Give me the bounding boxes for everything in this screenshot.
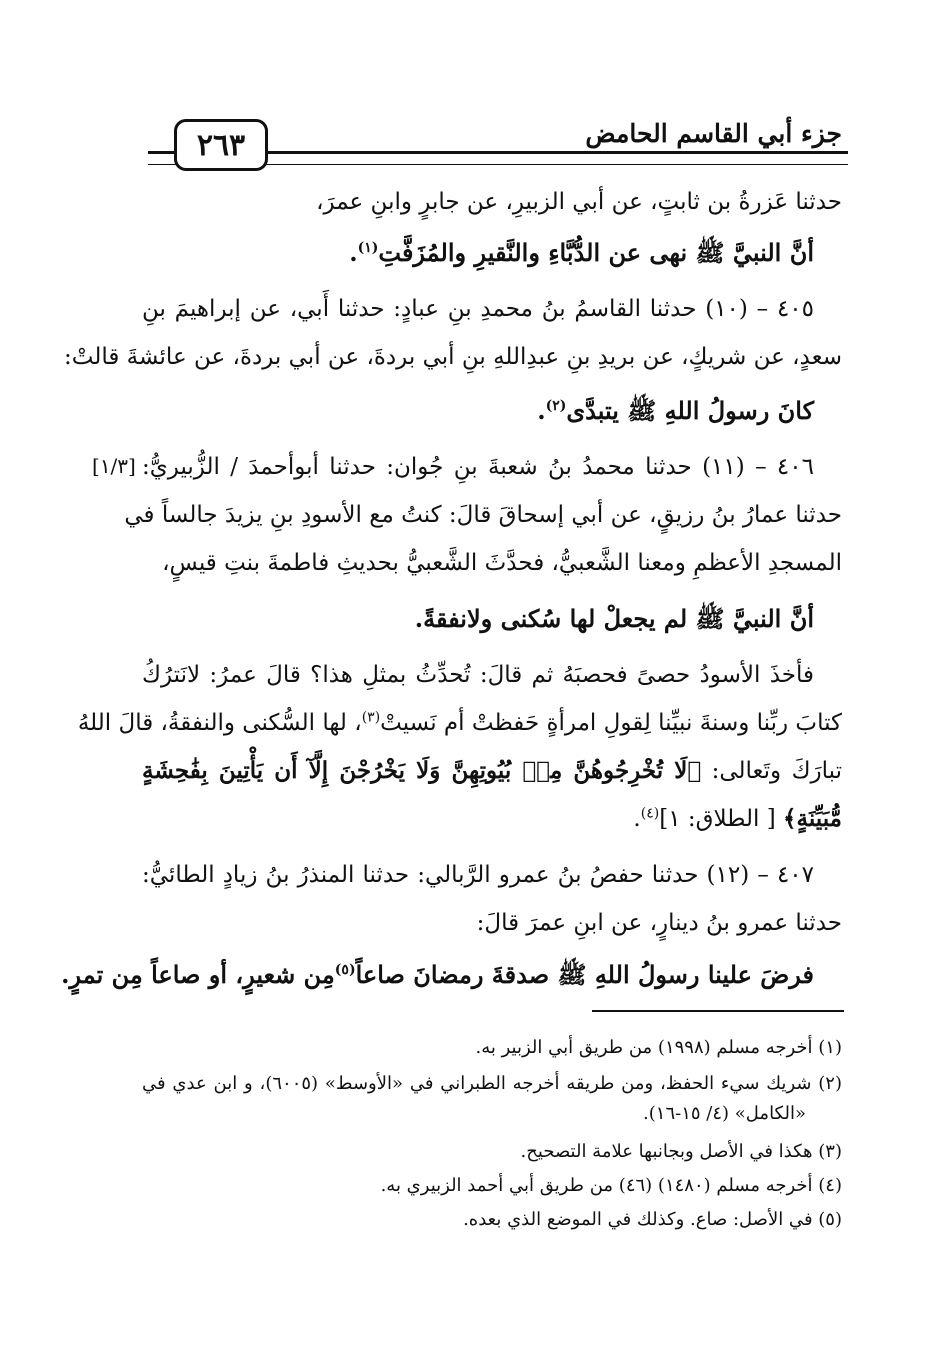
footnote: (٢) شريك سيء الحفظ، ومن طريقه أخرجه الطبراني في «الأوسط» (٦٠٠٥)، و ابن عدي في [142,1073,842,1094]
footnote-marker: (٢) [545,398,567,414]
manuscript-folio-note: [١/٣] [92,454,136,478]
book-title: جزء أبي القاسم الحامض [585,119,842,148]
footnote: (٤) أخرجه مسلم (١٤٨٠) (٤٦) من طريق أبي أحمد الزبيري به. [380,1175,842,1196]
text-line: تبارَكَ وتَعالى: ﴿لَا تُخْرِجُوهُنَّ مِنۢ بُيُوتِهِنَّ وَلَا يَخْرُجْنَ إِلَّآ أَن يَأْتِينَ بِفَٰحِشَةٍ [142,757,843,784]
hadith-text: فرضَ علينا رسولُ اللهِ ﷺ صدقةَ رمضانَ صاعاً$^{(٥)}$مِن شعيرٍ، أو صاعاً مِن تمرٍ. [61,960,814,989]
footnote-continuation: «الكامل» (٤/ ١٥-١٦). [643,1103,806,1124]
text-line: حدثنا عَزرةُ بن ثابتٍ، عن أبي الزبيرِ، عن جابرٍ وابنِ عمرَ، [316,189,842,215]
footnote: (١) أخرجه مسلم (١٩٩٨) من طريق أبي الزبير به. [475,1037,842,1058]
text-line: ٤٠٧ – (١٢) حدثنا حفصُ بنُ عمرو الرَّبالي: حدثنا المنذرُ بنُ زيادٍ الطائيُّ: [142,862,814,888]
text-line: مُّبَيِّنَةٍ﴾ [ الطلاق: ١]$^{(٤)}$. [633,805,842,832]
hadith-text: أنَّ النبيَّ ﷺ لم يجعلْ لها سُكنى ولانفقةً. [414,604,814,633]
text-line: فأخذَ الأسودُ حصىً فحصبَهُ ثم قالَ: تُحدِّثُ بمثلِ هذا؟ قالَ عمرُ: لانَترُكُ [142,662,814,688]
text-line: المسجدِ الأعظمِ ومعنا الشَّعبيُّ، فحدَّثَ الشَّعبيُّ بحديثِ فاطمةَ بنتِ قيسٍ، [162,550,842,576]
page-number-box [174,119,268,171]
text-line: ٤٠٦ – (١١) حدثنا محمدُ بنُ شعبةَ بنِ جُوان: حدثنا أبوأحمدَ / الزُّبيريُّ: [142,454,814,480]
quran-verse: مُّبَيِّنَةٍ﴾ [783,805,842,832]
page-number: ٢٦٣ [196,127,246,163]
hadith-text: كانَ رسولُ اللهِ ﷺ يتبدَّى$^{(٢)}$. [537,396,814,425]
verse-reference: [ الطلاق: ١] [659,806,776,832]
text-line: كتابَ ربِّنا وسنةَ نبيِّنا لِقولِ امرأةٍ حَفظتْ أم نَسيتْ$^{(٣)}$، لها السُّكنى والنفقةُ، قالَ اللهُ [77,709,842,736]
footnote: (٥) في الأصل: صاع. وكذلك في الموضع الذي بعده. [463,1209,842,1230]
footnote-marker: (٤) [640,805,660,822]
footnote-marker: (١) [357,240,379,256]
text-line: ٤٠٥ – (١٠) حدثنا القاسمُ بنُ محمدِ بنِ عبادٍ: حدثنا أَبي، عن إبراهيمَ بنِ [142,296,814,322]
footnote-separator [592,1010,844,1012]
footnote: (٣) هكذا في الأصل وبجانبها علامة التصحيح. [520,1141,842,1162]
page-header [148,113,848,169]
footnote-marker: (٥) [334,962,356,978]
text-line: حدثنا عمرو بنُ دينارٍ، عن ابنِ عمرَ قالَ: [476,910,842,936]
footnote-marker: (٣) [361,709,381,726]
text-line: حدثنا عمارُ بنُ رزيقٍ، عن أبي إسحاقَ قالَ: كنتُ مع الأسودِ بنِ يزيدَ جالساً في [124,502,842,528]
text-line: سعدٍ، عن شريكٍ، عن بريدِ بنِ عبدِاللهِ بنِ أبي بردةَ، عن أبي بردةَ، عن عائشةَ قالتْ: [64,344,842,370]
quran-verse: ﴿لَا تُخْرِجُوهُنَّ مِنۢ بُيُوتِهِنَّ وَلَا يَخْرُجْنَ إِلَّآ أَن يَأْتِينَ بِفَٰحِشَةٍ [142,757,702,784]
hadith-text: أنَّ النبيَّ ﷺ نهى عن الدُّبَّاءِ والنَّقيرِ والمُزَفَّتِ$^{(١)}$. [349,238,814,267]
